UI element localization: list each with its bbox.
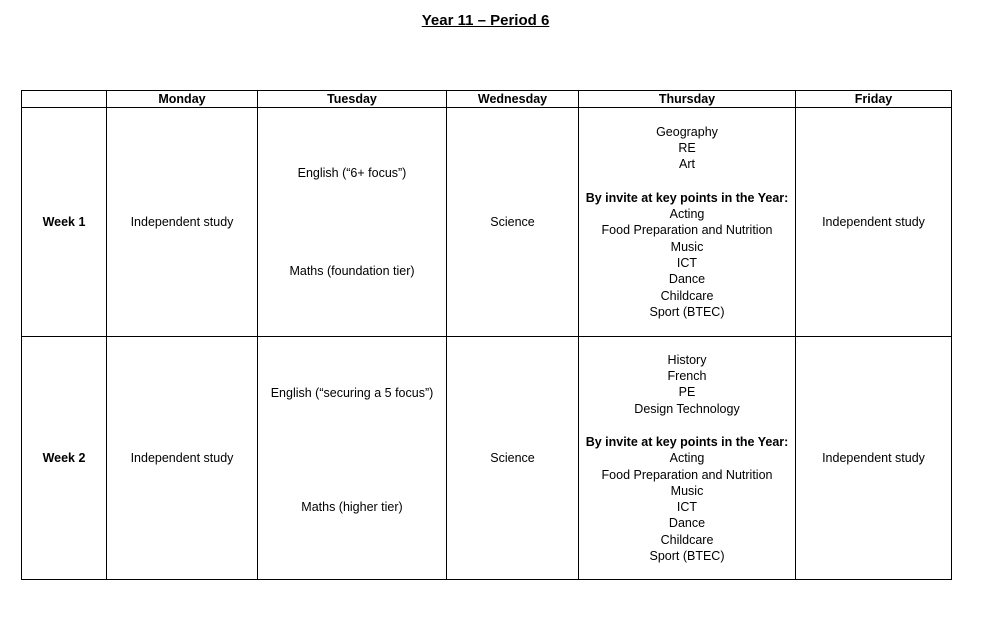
invite-subject: Acting	[669, 207, 705, 222]
thursday-cell	[579, 108, 796, 337]
thursday-cell	[579, 337, 796, 580]
invite-heading: By invite at key points in the Year:	[585, 190, 789, 205]
invite-subject: Sport (BTEC)	[649, 304, 725, 319]
invite-subject: Dance	[668, 516, 706, 531]
week-label: Week 1	[22, 108, 107, 337]
tuesday-maths: Maths (foundation tier)	[289, 263, 415, 278]
invite-subject: Dance	[668, 272, 706, 287]
tuesday-cell	[258, 108, 447, 337]
invite-subject: Sport (BTEC)	[649, 548, 725, 563]
invite-subject: Food Preparation and Nutrition	[601, 467, 773, 482]
monday-cell: Independent study	[107, 108, 258, 337]
timetable	[21, 90, 952, 580]
tuesday-english: English (“6+ focus”)	[297, 166, 407, 180]
friday-cell: Independent study	[796, 108, 952, 337]
thursday-subject: Art	[679, 157, 695, 172]
invite-subject: ICT	[676, 500, 698, 515]
tuesday-cell	[258, 337, 447, 580]
header-wednesday: Wednesday	[447, 91, 579, 108]
wednesday-cell: Science	[447, 337, 579, 580]
header-tuesday: Tuesday	[258, 91, 447, 108]
invite-subject: Food Preparation and Nutrition	[601, 223, 773, 238]
invite-subject: Music	[670, 483, 704, 498]
thursday-subject: Design Technology	[634, 401, 740, 416]
page-title: Year 11 – Period 6	[421, 12, 550, 29]
invite-subject: Childcare	[660, 288, 714, 303]
friday-cell: Independent study	[796, 337, 952, 580]
week-2-row	[22, 337, 952, 580]
week-label: Week 2	[22, 337, 107, 580]
thursday-subject: Geography	[656, 124, 718, 139]
header-monday: Monday	[107, 91, 258, 108]
week-1-row	[22, 108, 952, 337]
thursday-subject: French	[667, 369, 707, 384]
invite-heading: By invite at key points in the Year:	[585, 434, 789, 449]
header-thursday: Thursday	[579, 91, 796, 108]
wednesday-cell: Science	[447, 108, 579, 337]
thursday-subject: History	[667, 352, 707, 367]
header-row	[22, 91, 952, 108]
tuesday-maths: Maths (higher tier)	[301, 499, 403, 514]
invite-subject: Music	[670, 239, 704, 254]
tuesday-english: English (“securing a 5 focus”)	[270, 386, 434, 400]
thursday-subject: PE	[678, 385, 696, 400]
invite-subject: Childcare	[660, 532, 714, 547]
header-friday: Friday	[796, 91, 952, 108]
invite-subject: Acting	[669, 451, 705, 466]
header-corner	[22, 91, 107, 108]
invite-subject: ICT	[676, 255, 698, 270]
monday-cell: Independent study	[107, 337, 258, 580]
thursday-subject: RE	[678, 141, 696, 156]
